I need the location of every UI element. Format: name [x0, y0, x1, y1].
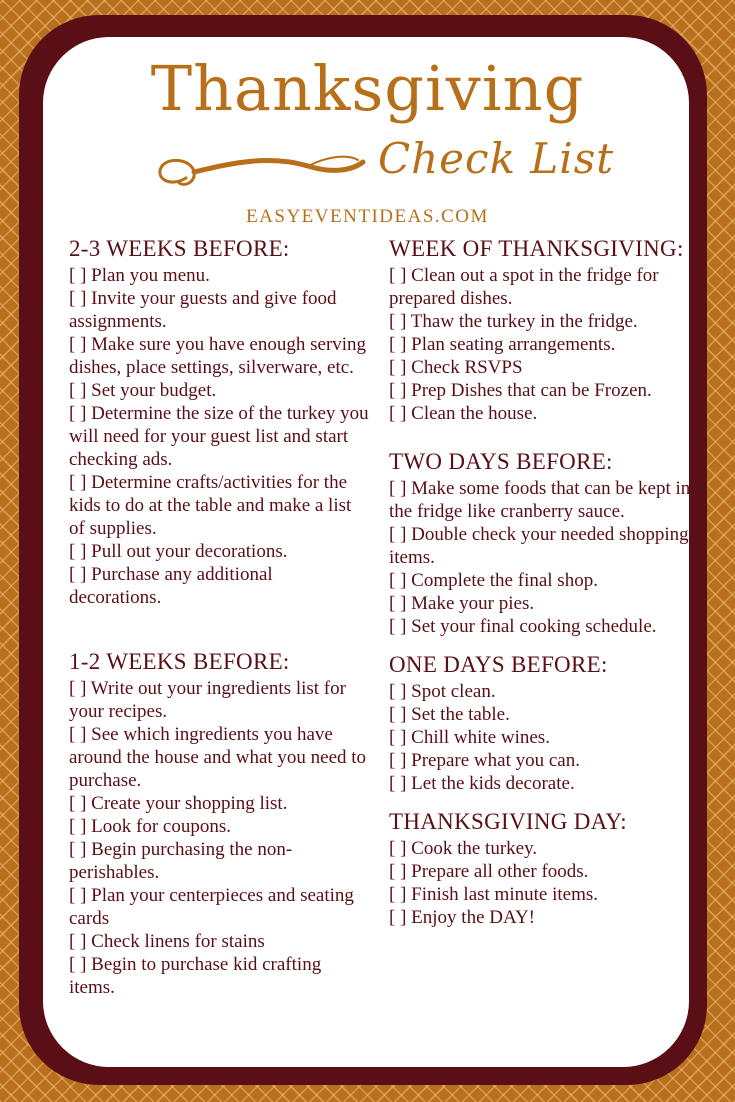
checklist-item: [ ] Clean out a spot in the fridge for prepared dishes. — [389, 265, 659, 309]
checklist-item: [ ] Enjoy the DAY! — [389, 907, 535, 928]
section-heading: TWO DAYS BEFORE: — [389, 449, 613, 474]
checklist-item: [ ] Double check your needed shopping items. — [389, 524, 689, 568]
checklist-item: [ ] Plan seating arrangements. — [389, 334, 616, 355]
section-week-of — [389, 234, 699, 425]
checklist-item: [ ] Clean the house. — [389, 403, 538, 424]
site-url: EASYEVENTIDEAS.COM — [246, 206, 489, 227]
checklist-item: [ ] Purchase any additional decorations. — [69, 564, 273, 608]
checklist-item: [ ] Cook the turkey. — [389, 838, 538, 859]
page-title: Thanksgiving — [150, 52, 585, 125]
swirl-flourish-icon — [148, 148, 378, 198]
section-heading: THANKSGIVING DAY: — [389, 809, 627, 834]
section-1-2-weeks — [69, 647, 369, 999]
checklist-item: [ ] Determine crafts/activities for the kids to do at the table and make a list of supplies. — [69, 472, 352, 539]
checklist-item: [ ] Plan you menu. — [69, 265, 210, 286]
section-two-days — [389, 447, 699, 638]
checklist-item: [ ] Make your pies. — [389, 593, 535, 614]
checklist-item: [ ] Set the table. — [389, 704, 510, 725]
section-thanksgiving-day — [389, 807, 699, 929]
checklist-item: [ ] Make some foods that can be kept in the fridge like cranberry sauce. — [389, 478, 691, 522]
checklist-item: [ ] Let the kids decorate. — [389, 773, 575, 794]
right-column — [389, 234, 699, 929]
checklist-item: [ ] See which ingredients you have around the house and what you need to purchase. — [69, 724, 367, 791]
checklist-item: [ ] Chill white wines. — [389, 727, 550, 748]
section-one-day — [389, 650, 699, 795]
checklist-item: [ ] Prepare what you can. — [389, 750, 580, 771]
checklist-item: [ ] Create your shopping list. — [69, 793, 288, 814]
checklist-item: [ ] Determine the size of the turkey you will need for your guest list and start checking ads. — [69, 403, 369, 470]
section-heading: 1-2 WEEKS BEFORE: — [69, 649, 290, 674]
checklist-item: [ ] Plan your centerpieces and seating cards — [69, 885, 354, 929]
checklist-item: [ ] Finish last minute items. — [389, 884, 598, 905]
checklist-item: [ ] Thaw the turkey in the fridge. — [389, 311, 638, 332]
checklist-item: [ ] Write out your ingredients list for your recipes. — [69, 678, 346, 722]
checklist-item: [ ] Spot clean. — [389, 681, 496, 702]
section-heading: WEEK OF THANKSGIVING: — [389, 236, 684, 261]
page-subtitle: Check List — [378, 134, 615, 183]
checklist-item: [ ] Make sure you have enough serving dishes, place settings, silverware, etc. — [69, 334, 367, 378]
checklist-item: [ ] Pull out your decorations. — [69, 541, 288, 562]
checklist-item: [ ] Prep Dishes that can be Frozen. — [389, 380, 652, 401]
section-heading: 2-3 WEEKS BEFORE: — [69, 236, 290, 261]
checklist-item: [ ] Set your final cooking schedule. — [389, 616, 657, 637]
checklist-item: [ ] Set your budget. — [69, 380, 217, 401]
checklist-item: [ ] Begin to purchase kid crafting items. — [69, 954, 322, 998]
checklist-item: [ ] Invite your guests and give food assignments. — [69, 288, 337, 332]
checklist-item: [ ] Prepare all other foods. — [389, 861, 589, 882]
checklist-item: [ ] Begin purchasing the non-perishables. — [69, 839, 293, 883]
checklist-item: [ ] Look for coupons. — [69, 816, 231, 837]
checklist-item: [ ] Complete the final shop. — [389, 570, 598, 591]
section-heading: ONE DAYS BEFORE: — [389, 652, 608, 677]
section-2-3-weeks — [69, 234, 369, 609]
left-column — [69, 234, 369, 999]
checklist-item: [ ] Check linens for stains — [69, 931, 265, 952]
checklist-item: [ ] Check RSVPS — [389, 357, 523, 378]
